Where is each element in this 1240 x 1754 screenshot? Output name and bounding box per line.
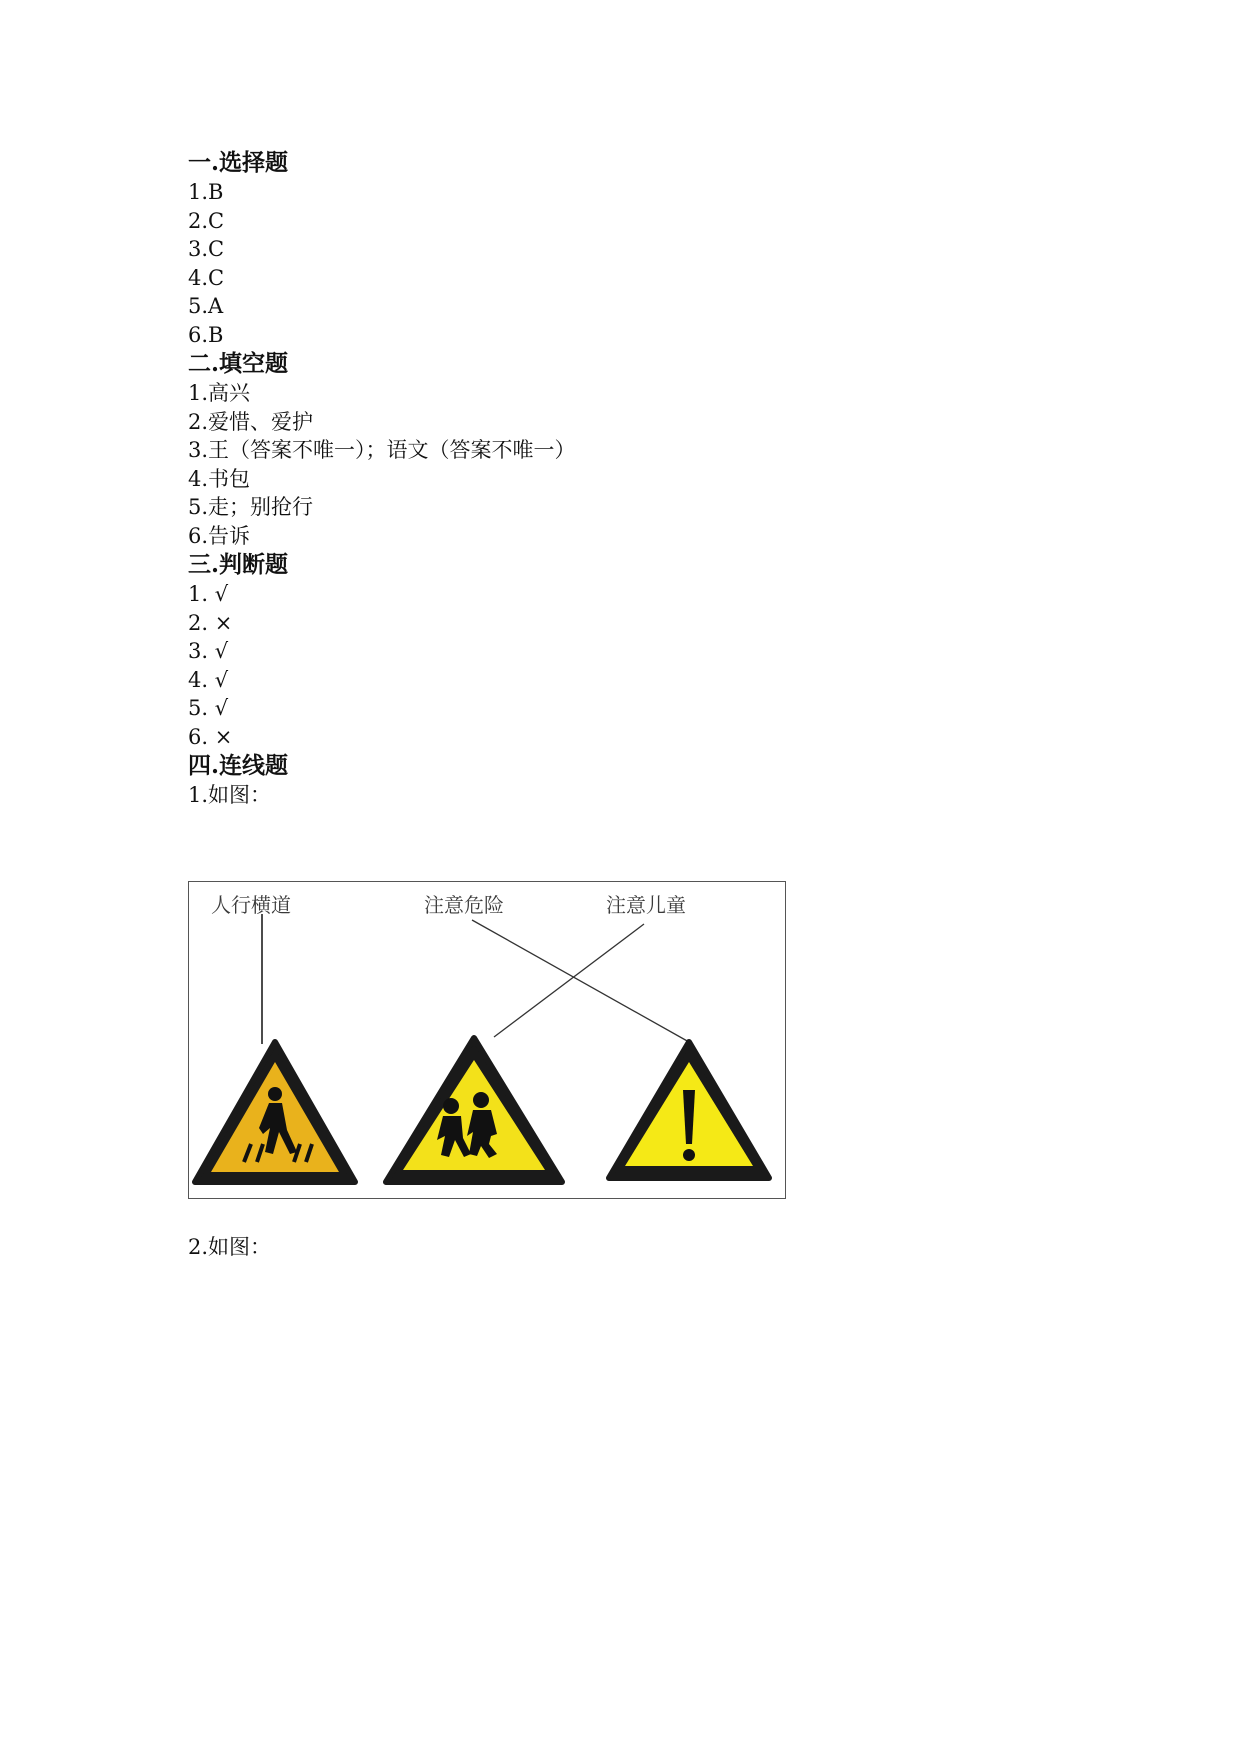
answer-item: 1. √ <box>188 582 229 606</box>
connector-line <box>472 920 689 1042</box>
matching-figure-svg <box>189 882 785 1198</box>
section-matching <box>188 751 1088 810</box>
section-title: 三.判断题 <box>188 551 289 578</box>
answer-item: 2.C <box>188 208 225 233</box>
label-crosswalk: 人行横道 <box>211 893 291 917</box>
section-true-false <box>188 550 1088 751</box>
answer-item: 3.王（答案不唯一）；语文（答案不唯一） <box>188 438 576 462</box>
section-fill-blank <box>188 349 1088 550</box>
answer-item: 6. × <box>188 724 233 749</box>
connector-line <box>494 924 644 1037</box>
answer-item: 5. √ <box>188 696 229 720</box>
section-title: 一.选择题 <box>188 149 289 176</box>
section-title: 二.填空题 <box>188 350 289 377</box>
answer-item: 5.走；别抢行 <box>188 495 314 519</box>
label-danger: 注意危险 <box>424 893 504 917</box>
answer-item: 2.爱惜、爱护 <box>188 409 314 434</box>
answer-item: 4.C <box>188 265 225 290</box>
answer-item: 1.B <box>188 180 224 204</box>
danger-exclamation-sign-icon <box>609 1042 769 1178</box>
answer-key <box>188 148 1088 810</box>
section-choice <box>188 148 1088 349</box>
answer-item: 4. √ <box>188 667 229 692</box>
answer-item: 5.A <box>188 294 224 318</box>
answer-item: 2. × <box>188 610 233 635</box>
answer-item: 3.C <box>188 237 225 261</box>
answer-item: 6.B <box>188 322 224 347</box>
answer-item: 4.书包 <box>188 466 251 491</box>
children-crossing-sign-icon <box>386 1038 562 1182</box>
matching-figure <box>188 881 786 1199</box>
answer-item: 1.高兴 <box>188 381 251 405</box>
answer-list <box>188 379 1088 550</box>
section-title: 四.连线题 <box>188 752 289 779</box>
label-children: 注意儿童 <box>606 893 686 917</box>
answer-list <box>188 178 1088 349</box>
answer-list <box>188 580 1088 751</box>
answer-item: 3. √ <box>188 639 229 663</box>
answer-item: 1.如图： <box>188 783 272 807</box>
figure2-caption: 2.如图： <box>188 1235 272 1259</box>
pedestrian-crossing-sign-icon <box>195 1042 355 1182</box>
answer-item: 6.告诉 <box>188 523 251 548</box>
answer-list <box>188 781 1088 810</box>
